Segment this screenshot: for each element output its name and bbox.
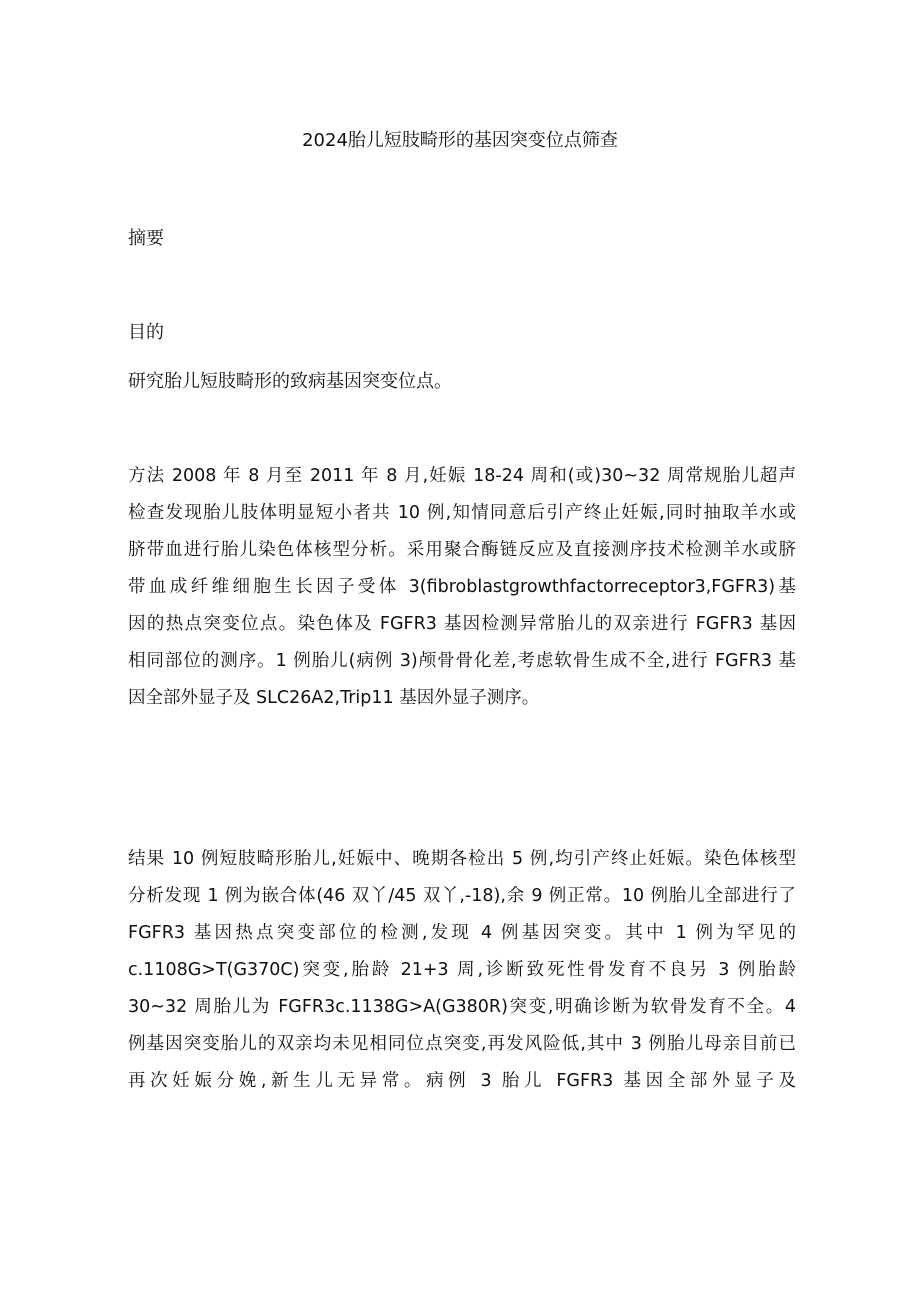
methods-line: 检查发现胎儿肢体明显短小者共 10 例,知情同意后引产终止妊娠,同时抽取羊水或 [128,503,796,523]
results-line: c.1108G>T(G370C)突变,胎龄 21+3 周,诊断致死性骨发育不良另 3 例胎龄 [128,960,796,980]
results-line: 结果 10 例短肢畸形胎儿,妊娠中、晚期各检出 5 例,均引产终止妊娠。染色体核型 [128,849,796,869]
objective-heading: 目的 [128,322,164,343]
methods-line: 因的热点突变位点。染色体及 FGFR3 基因检测异常胎儿的双亲进行 FGFR3 基因 [128,614,796,634]
results-line: 分析发现 1 例为嵌合体(46 双丫/45 双丫,-18),余 9 例正常。10 例胎儿全部进行了 [128,886,796,906]
methods-line: 相同部位的测序。1 例胎儿(病例 3)颅骨骨化差,考虑软骨生成不全,进行 FGFR3 基 [128,651,796,671]
objective-text: 研究胎儿短肢畸形的致病基因突变位点。 [128,371,452,392]
methods-line: 方法 2008 年 8 月至 2011 年 8 月,妊娠 18-24 周和(或)30~32 周常规胎儿超声 [128,466,796,486]
results-paragraph [128,841,796,1100]
results-line: 再次妊娠分娩,新生儿无异常。病例 3 胎儿 FGFR3 基因全部外显子及 [128,1071,796,1091]
methods-line: 带血成纤维细胞生长因子受体 3(fibroblastgrowthfactorreceptor3,FGFR3)基 [128,577,796,597]
results-line: FGFR3 基因热点突变部位的检测,发现 4 例基因突变。其中 1 例为罕见的 [128,923,796,943]
methods-line: 因全部外显子及 SLC26A2,Trip11 基因外显子测序。 [128,688,540,708]
methods-line: 脐带血进行胎儿染色体核型分析。采用聚合酶链反应及直接测序技术检测羊水或脐 [128,540,796,560]
methods-paragraph [128,458,796,717]
abstract-heading: 摘要 [128,228,164,249]
results-line: 30~32 周胎儿为 FGFR3c.1138G>A(G380R)突变,明确诊断为软骨发育不全。4 [128,997,796,1017]
results-line: 例基因突变胎儿的双亲均未见相同位点突变,再发风险低,其中 3 例胎儿母亲目前已 [128,1034,796,1054]
document-title: 2024胎儿短肢畸形的基因突变位点筛查 [302,130,618,151]
